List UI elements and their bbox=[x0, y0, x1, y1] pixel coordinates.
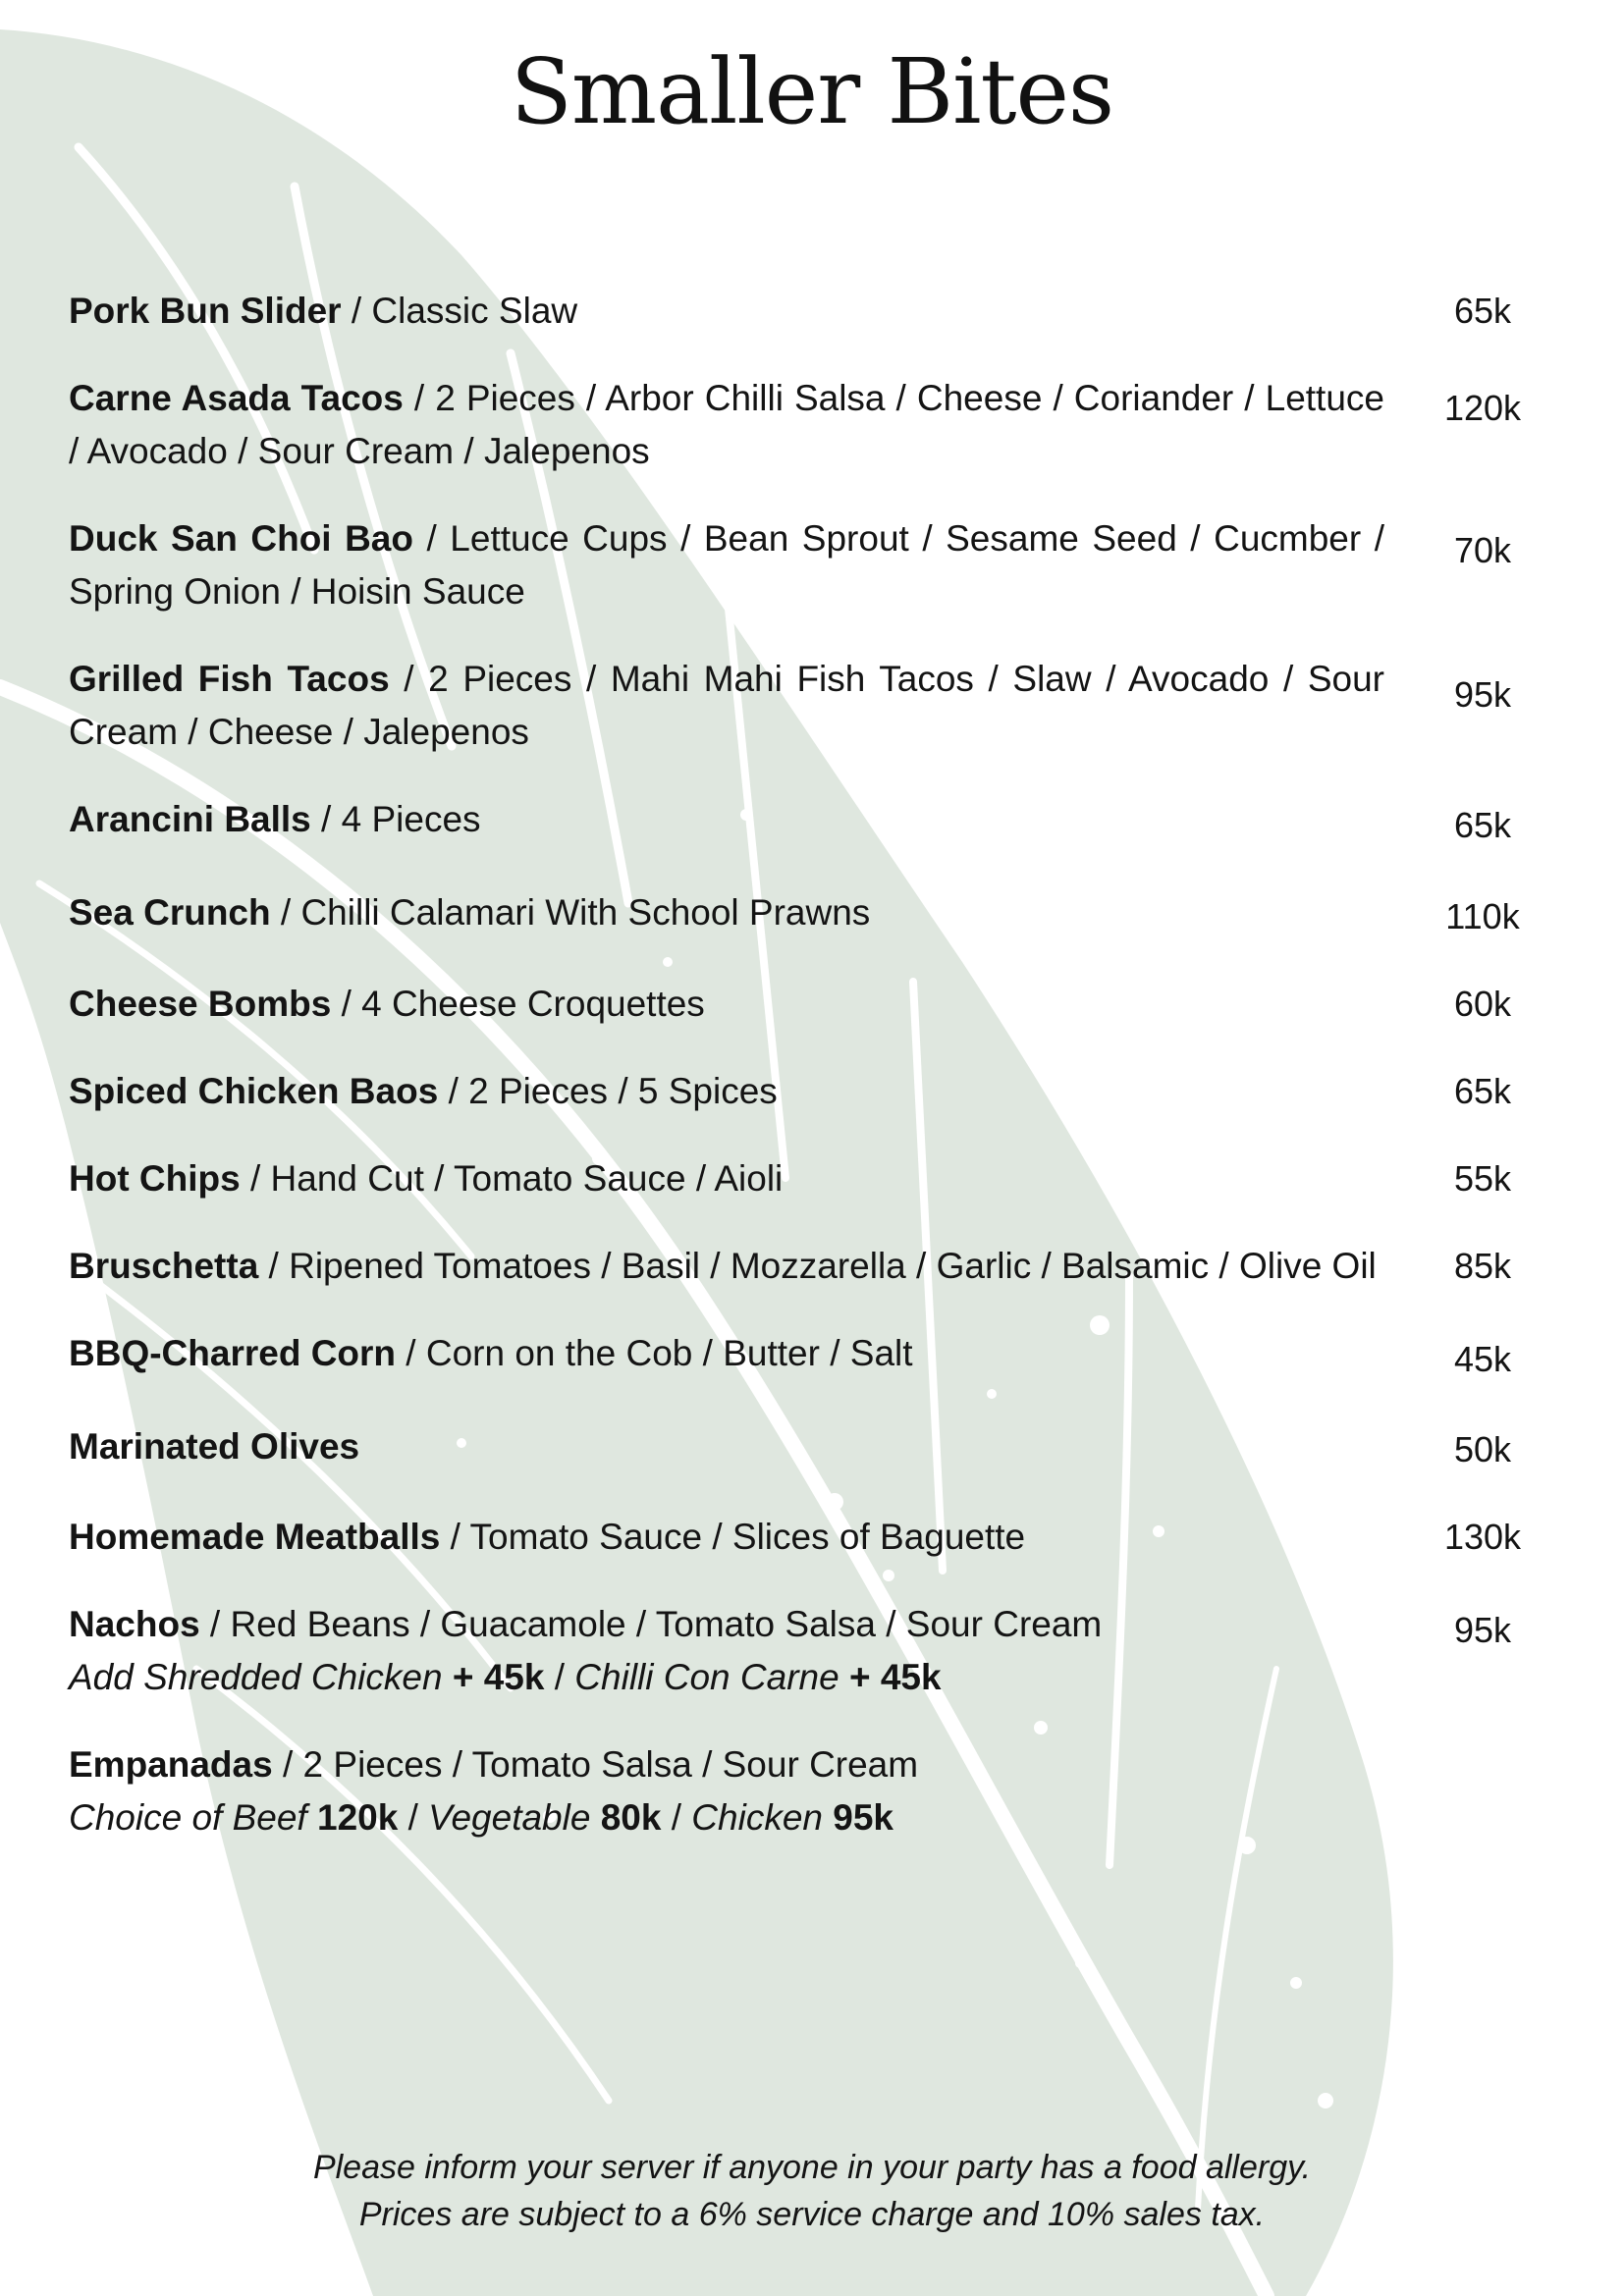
menu-item-text bbox=[69, 1152, 1384, 1205]
menu-item-text bbox=[69, 1240, 1384, 1293]
menu-item-price: 130k bbox=[1443, 1517, 1522, 1557]
menu-item-name: Nachos bbox=[69, 1604, 200, 1644]
choice-price: 80k bbox=[600, 1797, 662, 1838]
menu-item bbox=[69, 978, 1581, 1031]
menu-list bbox=[69, 285, 1581, 1879]
menu-item-name: Marinated Olives bbox=[69, 1426, 360, 1467]
menu-item bbox=[69, 1152, 1581, 1205]
menu-item-description: / Corn on the Cob / Butter / Salt bbox=[396, 1333, 913, 1373]
menu-item-text bbox=[69, 285, 1384, 338]
menu-item-price: 95k bbox=[1453, 1610, 1512, 1650]
add-on-price: + 45k bbox=[848, 1657, 942, 1697]
menu-item-name: Arancini Balls bbox=[69, 799, 311, 839]
menu-item-name: Duck San Choi Bao bbox=[69, 518, 413, 559]
menu-item bbox=[69, 886, 1581, 943]
menu-item-name: Homemade Meatballs bbox=[69, 1517, 441, 1557]
empanadas-choices bbox=[69, 1791, 1384, 1844]
menu-item-description: / Tomato Sauce / Slices of Baguette bbox=[440, 1517, 1026, 1557]
menu-item-price: 65k bbox=[1453, 1071, 1512, 1111]
menu-item-name: Pork Bun Slider bbox=[69, 291, 342, 331]
menu-item-description: / Chilli Calamari With School Prawns bbox=[270, 892, 871, 933]
menu-item-description: / 2 Pieces / Mahi Mahi Fish Tacos / Slaw / Avocado / Sour Cream / Cheese / Jalepenos bbox=[69, 659, 1384, 752]
choice-separator: / bbox=[398, 1797, 429, 1838]
menu-item bbox=[69, 512, 1581, 618]
choice-price: 120k bbox=[317, 1797, 399, 1838]
menu-item bbox=[69, 1511, 1581, 1564]
menu-item-description: / 4 Cheese Croquettes bbox=[331, 984, 705, 1024]
menu-item-price: 85k bbox=[1453, 1246, 1512, 1286]
menu-item-empanadas bbox=[69, 1738, 1581, 1844]
add-on-label: Chilli Con Carne bbox=[574, 1657, 839, 1697]
menu-item-text bbox=[69, 1420, 1384, 1473]
allergy-notice: Please inform your server if anyone in your party has a food allergy. bbox=[312, 2149, 1312, 2186]
menu-item-price: 95k bbox=[1453, 674, 1512, 715]
menu-item-price: 50k bbox=[1453, 1429, 1512, 1469]
service-charge-notice: Prices are subject to a 6% service charge and 10% sales tax. bbox=[358, 2196, 1266, 2233]
menu-item-description: / Red Beans / Guacamole / Tomato Salsa / Sour Cream bbox=[199, 1604, 1103, 1644]
add-on-separator: / bbox=[544, 1657, 575, 1697]
footer-notice bbox=[0, 2144, 1624, 2238]
menu-item-text bbox=[69, 1598, 1384, 1704]
menu-item-name: Grilled Fish Tacos bbox=[69, 659, 390, 699]
menu-item bbox=[69, 1065, 1581, 1118]
menu-item-price: 110k bbox=[1445, 896, 1520, 936]
menu-item-description: / Classic Slaw bbox=[341, 291, 578, 331]
menu-item-price: 65k bbox=[1453, 805, 1512, 845]
menu-item-price: 60k bbox=[1453, 984, 1512, 1024]
menu-item-name: Sea Crunch bbox=[69, 892, 271, 933]
menu-item bbox=[69, 793, 1581, 852]
nachos-add-ons bbox=[69, 1651, 1384, 1704]
menu-item bbox=[69, 1240, 1581, 1293]
menu-item-description: / 4 Pieces bbox=[310, 799, 481, 839]
choice-label: Choice of Beef bbox=[69, 1797, 307, 1838]
menu-item-text bbox=[69, 978, 1384, 1031]
menu-item-text bbox=[69, 793, 1384, 846]
menu-item bbox=[69, 1327, 1581, 1386]
menu-item-name: Carne Asada Tacos bbox=[69, 378, 404, 418]
add-on-label: Add Shredded Chicken bbox=[69, 1657, 443, 1697]
menu-item-name: Cheese Bombs bbox=[69, 984, 332, 1024]
menu-item-text bbox=[69, 1511, 1384, 1564]
choice-label: Vegetable bbox=[428, 1797, 591, 1838]
add-on-price: + 45k bbox=[452, 1657, 545, 1697]
choice-price: 95k bbox=[833, 1797, 893, 1838]
menu-item-text bbox=[69, 1327, 1384, 1380]
page-title: Smaller Bites bbox=[510, 39, 1114, 144]
menu-item-text bbox=[69, 1065, 1384, 1118]
menu-item bbox=[69, 653, 1581, 759]
menu-item-name: Bruschetta bbox=[69, 1246, 259, 1286]
menu-item-description: / 2 Pieces / 5 Spices bbox=[438, 1071, 778, 1111]
menu-item-description: / 2 Pieces / Tomato Salsa / Sour Cream bbox=[272, 1744, 919, 1785]
menu-item-description: / 2 Pieces / Arbor Chilli Salsa / Cheese / Coriander / Lettuce / Avocado / Sour Cream / Jalepenos bbox=[69, 378, 1384, 471]
menu-item-text bbox=[69, 372, 1384, 478]
menu-item-nachos bbox=[69, 1598, 1581, 1704]
menu-item-price: 45k bbox=[1453, 1339, 1512, 1379]
menu-item-text bbox=[69, 512, 1384, 618]
menu-item-description: / Ripened Tomatoes / Basil / Mozzarella / Garlic / Balsamic / Olive Oil bbox=[258, 1246, 1377, 1286]
menu-item-name: Hot Chips bbox=[69, 1158, 241, 1199]
menu-item bbox=[69, 1420, 1581, 1476]
menu-item-name: BBQ-Charred Corn bbox=[69, 1333, 397, 1373]
choice-separator: / bbox=[661, 1797, 692, 1838]
menu-item-text bbox=[69, 886, 1384, 939]
menu-item-description: / Lettuce Cups / Bean Sprout / Sesame Seed / Cucmber / Spring Onion / Hoisin Sauce bbox=[69, 518, 1384, 612]
menu-item-text bbox=[69, 653, 1384, 759]
menu-item-text bbox=[69, 1738, 1384, 1844]
menu-item-price: 70k bbox=[1453, 530, 1512, 570]
menu-item-price: 120k bbox=[1443, 388, 1522, 428]
menu-item-name: Empanadas bbox=[69, 1744, 273, 1785]
menu-item-price: 65k bbox=[1453, 291, 1512, 331]
menu-item-description: / Hand Cut / Tomato Sauce / Aioli bbox=[240, 1158, 784, 1199]
menu-item-name: Spiced Chicken Baos bbox=[69, 1071, 439, 1111]
choice-label: Chicken bbox=[691, 1797, 823, 1838]
menu-item bbox=[69, 285, 1581, 338]
menu-item-price: 55k bbox=[1453, 1158, 1512, 1199]
menu-item bbox=[69, 372, 1581, 478]
